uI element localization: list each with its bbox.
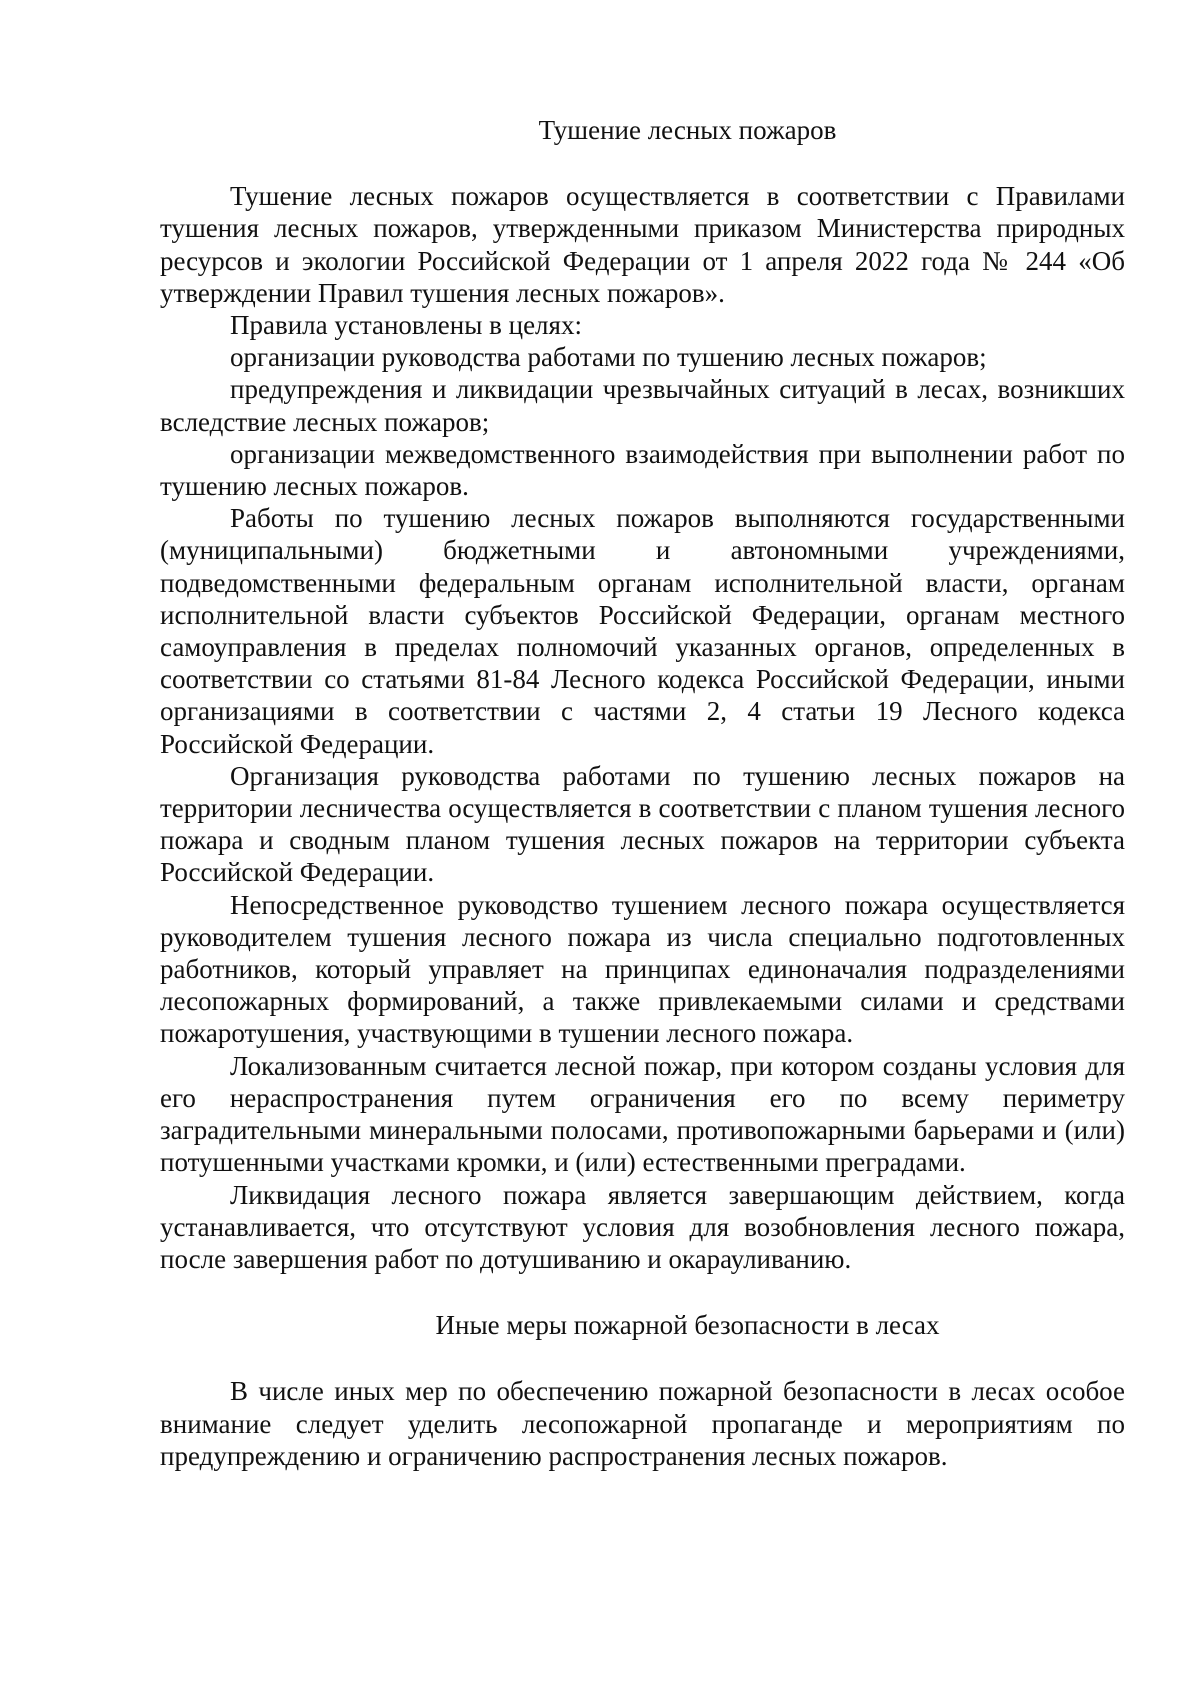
paragraph: Работы по тушению лесных пожаров выполняются государственными (муниципальными) бюджетными и автономными учреждениями, подведомственными федеральным органам исполнительной власти, органам исполнительной власти субъектов Российской Федерации, органам местного самоуправления в пределах полномочий указанных органов, определенных в соответствии со статьями 81-84 Лесного кодекса Российской Федерации, иными организациями в соответствии с частями 2, 4 статьи 19 Лесного кодекса Российской Федерации. [160,503,1125,759]
document-body [160,114,1125,1472]
paragraph: Организация руководства работами по тушению лесных пожаров на территории лесничества осуществляется в соответствии с планом тушения лесного пожара и сводным планом тушения лесных пожаров на территории субъекта Российской Федерации. [160,760,1125,888]
section-title-firefighting: Тушение лесных пожаров [538,115,837,145]
section-title-other-measures: Иные меры пожарной безопасности в лесах [435,1310,940,1341]
paragraph: Правила установлены в целях: [230,310,582,341]
paragraph: предупреждения и ликвидации чрезвычайных ситуаций в лесах, возникших вследствие лесных пожаров; [160,374,1125,437]
paragraph: Локализованным считается лесной пожар, при котором созданы условия для его нераспространения путем ограничения его по всему периметру заградительными минеральными полосами, противопожарными барьерами и (или) потушенными участками кромки, и (или) естественными преградами. [160,1050,1125,1178]
paragraph: организации межведомственного взаимодействия при выполнении работ по тушению лесных пожаров. [160,438,1125,502]
paragraph: Непосредственное руководство тушением лесного пожара осуществляется руководителем тушения лесного пожара из числа специально подготовленных работников, который управляет на принципах единоначалия подразделениями лесопожарных формирований, а также привлекаемыми силами и средствами пожаротушения, участвующими в тушении лесного пожара. [160,889,1125,1049]
paragraph: В числе иных мер по обеспечению пожарной безопасности в лесах особое внимание следует уделить лесопожарной пропаганде и мероприятиям по предупреждению и ограничению распространения лесных пожаров. [160,1376,1125,1471]
paragraph: Ликвидация лесного пожара является завершающим действием, когда устанавливается, что отсутствуют условия для возобновления лесного пожара, после завершения работ по дотушиванию и окарауливанию. [160,1179,1125,1274]
section-firefighting [160,180,1125,1275]
paragraph: организации руководства работами по тушению лесных пожаров; [230,342,987,373]
paragraph: Тушение лесных пожаров осуществляется в соответствии с Правилами тушения лесных пожаров, утвержденными приказом Министерства природных ресурсов и экологии Российской Федерации от 1 апреля 2022 года № 244 «Об утверждении Правил тушения лесных пожаров». [160,181,1125,308]
section-other-measures [160,1375,1125,1472]
